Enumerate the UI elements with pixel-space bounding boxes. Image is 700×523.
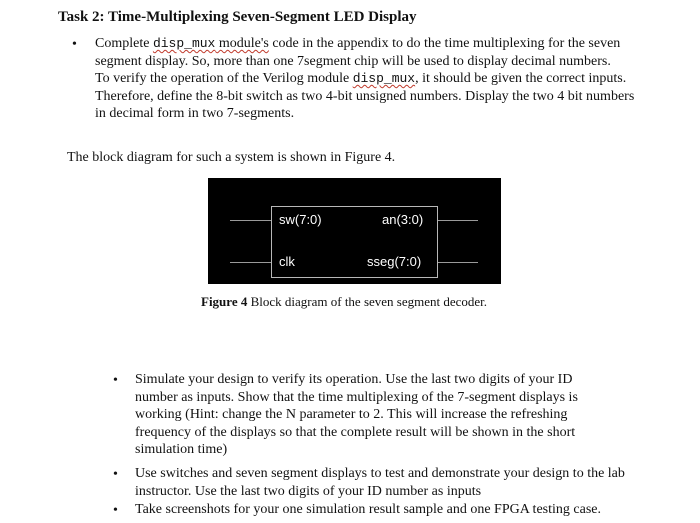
intro-text-rest: code in the appendix to do the time multiplexing for the seven segment display. So, more than one 7segment chip will be used to display decimal numbers. xyxy=(95,36,621,69)
wire-an xyxy=(438,220,478,221)
task-item-simulate: Simulate your design to verify its operation. Use the last two digits of your ID number as inputs. Show that the time multiplexing of the 7-segment displays is working (Hint: change the N parameter to 2. This will increase the refreshing frequency of the displays so that the complete result will be shown in the short simulation time) xyxy=(135,372,578,457)
intro-text-start: Complete xyxy=(95,36,153,51)
intro-item xyxy=(95,35,643,123)
bullet-marker: • xyxy=(72,37,77,52)
figure-caption xyxy=(201,294,487,310)
bullet-marker: • xyxy=(113,467,118,482)
section-heading: Task 2: Time-Multiplexing Seven-Segment LED Display xyxy=(58,9,417,25)
task-item-screenshots: Take screenshots for your one simulation result sample and one FPGA testing case. xyxy=(135,502,601,517)
verify-text-rest: , it should be given the correct inputs. Therefore, define the 8-bit switch as two 4-bit unsigned numbers. Display the two 4 bit numbers in decimal form in two 7-segments. xyxy=(95,71,635,121)
verify-text-start: To verify the operation of the Verilog module xyxy=(95,71,353,86)
wire-sw xyxy=(230,220,271,221)
figure-caption-text: Block diagram of the seven segment decoder. xyxy=(247,294,488,309)
port-sseg: sseg(7:0) xyxy=(367,254,422,269)
module-name: disp_mux xyxy=(152,36,216,51)
module-suffix: module's xyxy=(215,36,269,51)
verify-module-name: disp_mux xyxy=(352,71,416,86)
intro-paragraph xyxy=(95,35,643,70)
port-an: an(3:0) xyxy=(382,212,424,227)
figure-label: Figure 4 xyxy=(201,294,248,309)
bullet-marker: • xyxy=(113,503,118,518)
wire-sseg xyxy=(438,262,478,263)
port-sw: sw(7:0) xyxy=(279,212,322,227)
block-diagram-intro: The block diagram for such a system is shown in Figure 4. xyxy=(67,150,396,165)
wire-clk xyxy=(230,262,271,263)
port-clk: clk xyxy=(279,254,295,269)
bullet-marker: • xyxy=(113,373,118,388)
task-item-demonstrate: Use switches and seven segment displays to test and demonstrate your design to the lab instructor. Use the last two digits of your ID number as inputs xyxy=(135,466,625,499)
verify-paragraph xyxy=(95,70,643,123)
